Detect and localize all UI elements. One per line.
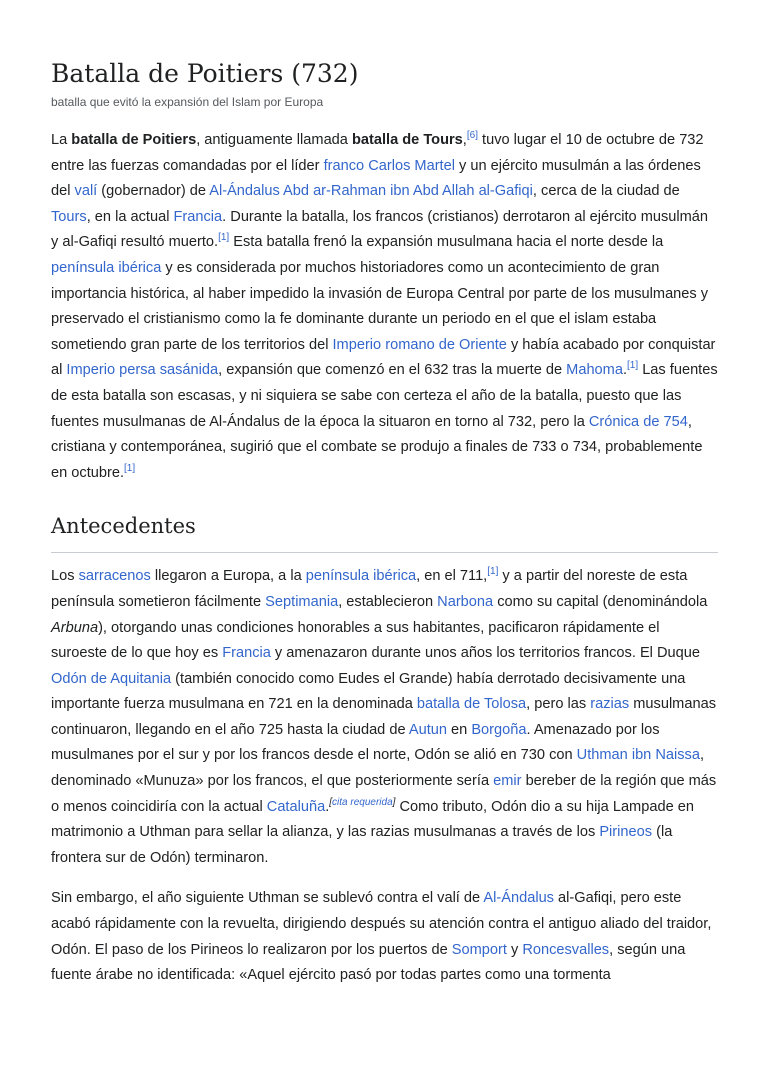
reference-link[interactable]: [1]	[487, 566, 499, 578]
reference-link[interactable]: [6]	[466, 130, 478, 142]
link-francia[interactable]: Francia	[173, 208, 223, 225]
link-vali[interactable]: valí	[74, 183, 98, 200]
intro-paragraph: La batalla de Poitiers, antiguamente llamada batalla de Tours,[6] tuvo lugar el 10 de octubre de 732 entre las fuerzas comandadas por el líder franco Carlos Martel y un ejército musulmán a las órdenes del valí (gobernador) de Al-Ándalus Abd ar-Rahman ibn Abd Allah al-Gafiqi, cerca de la ciudad de Tours, en la actual Francia. Durante la batalla, los francos (cristianos) derrotaron al ejército musulmán y al-Gafiqi resultó muerto.[1] Esta batalla frenó la expansión musulmana hacia el norte desde la península ibérica y es considerada por muchos historiadores como un acontecimiento de gran importancia histórica, al haber impedido la invasión de Europa Central por parte de los musulmanes y preservado el cristianismo como la fe dominante durante un periodo en el que el islam estaba sometiendo gran parte de los territorios del Imperio romano de Oriente y había acabado por conquistar al Imperio persa sasánida, expansión que comenzó en el 632 tras la muerte de Mahoma.[1] Las fuentes de esta batalla son escasas, y ni siquiera se sabe con certeza el año de la batalla, puesto que las fuentes musulmanas de Al-Ándalus de la época la situaron en torno al 732, pero la Crónica de 754, cristiana y contemporánea, sugirió que el combate se produjo a finales de 733 o 734, probablemente en octubre.[1]	[51, 130, 718, 481]
link-roncesvalles[interactable]: Roncesvalles	[522, 941, 610, 958]
link-al-andalus[interactable]: Al-Ándalus	[483, 890, 554, 907]
link-emir[interactable]: emir	[493, 773, 522, 790]
link-septimania[interactable]: Septimania	[265, 593, 339, 610]
link-carlos-martel[interactable]: Carlos Martel	[368, 157, 455, 174]
link-uthman-ibn-naissa[interactable]: Uthman ibn Naissa	[576, 747, 700, 764]
italic-term: Arbuna	[51, 619, 99, 636]
link-al-andalus[interactable]: Al-Ándalus	[209, 183, 280, 200]
link-borgona[interactable]: Borgoña	[471, 721, 527, 738]
page-title: Batalla de Poitiers (732)	[51, 59, 359, 88]
link-batalla-de-tolosa[interactable]: batalla de Tolosa	[416, 696, 527, 713]
link-sarracenos[interactable]: sarracenos	[78, 568, 151, 585]
link-mahoma[interactable]: Mahoma	[566, 362, 623, 379]
antecedentes-paragraph: Sin embargo, el año siguiente Uthman se sublevó contra el valí de Al-Ándalus al-Gafiqi, pero este acabó rápidamente con la revuelta, dirigiendo después su atención contra el antiguo aliado del traidor, Odón. El paso de los Pirineos lo realizaron por los puertos de Somport y Roncesvalles, según una fuente árabe no identificada: «Aquel ejército pasó por todas partes como una tormenta	[51, 890, 712, 984]
citation-needed-link[interactable]: [cita requerida]	[329, 796, 396, 808]
reference-link[interactable]: [1]	[124, 462, 136, 474]
antecedentes-paragraph: Los sarracenos llegaron a Europa, a la península ibérica, en el 711,[1] y a partir del noreste de esta península sometieron fácilmente Septimania, establecieron Narbona como su capital (denominándola Arbuna), otorgando unas condiciones honorables a sus habitantes, pacificaron rápidamente el suroeste de lo que hoy es Francia y amenazaron durante unos años los territorios francos. El Duque Odón de Aquitania (también conocido como Eudes el Grande) había derrotado decisivamente una importante fuerza musulmana en 721 en la denominada batalla de Tolosa, pero las razias musulmanas continuaron, llegando en el año 725 hasta la ciudad de Autun en Borgoña. Amenazado por los musulmanes por el sur y por los francos desde el norte, Odón se alió en 730 con Uthman ibn Naissa, denominado «Munuza» por los francos, el que posteriormente sería emir bereber de la región que más o menos coincidiría con la actual Cataluña.[cita requerida] Como tributo, Odón dio a su hija Lampade en matrimonio a Uthman para sellar la alianza, y las razias musulmanas a través de los Pirineos (la frontera sur de Odón) terminaron.	[51, 566, 717, 866]
link-autun[interactable]: Autun	[408, 721, 447, 738]
bold-term: batalla de Poitiers	[71, 132, 197, 148]
link-cataluna[interactable]: Cataluña	[266, 798, 326, 815]
reference-link[interactable]: [1]	[218, 232, 230, 244]
link-cronica-754[interactable]: Crónica de 754	[588, 413, 688, 430]
link-abd-ar-rahman[interactable]: Abd ar-Rahman ibn Abd Allah al-Gafiqi	[283, 183, 533, 200]
link-odon-de-aquitania[interactable]: Odón de Aquitania	[51, 670, 172, 687]
link-razias[interactable]: razias	[590, 696, 630, 713]
link-narbona[interactable]: Narbona	[437, 593, 494, 610]
link-imperio-persa-sasanida[interactable]: Imperio persa sasánida	[66, 362, 219, 379]
link-francia[interactable]: Francia	[222, 645, 271, 662]
link-pirineos[interactable]: Pirineos	[599, 824, 653, 841]
section-heading-antecedentes: Antecedentes	[51, 512, 718, 553]
link-peninsula-iberica[interactable]: península ibérica	[305, 568, 417, 585]
link-tours[interactable]: Tours	[51, 208, 87, 225]
link-somport[interactable]: Somport	[451, 941, 507, 958]
reference-link[interactable]: [1]	[627, 360, 639, 372]
link-imperio-romano-oriente[interactable]: Imperio romano de Oriente	[332, 336, 507, 353]
bold-term: batalla de Tours	[351, 132, 463, 148]
page-subtitle: batalla que evitó la expansión del Islam por Europa	[51, 95, 324, 109]
link-peninsula-iberica[interactable]: península ibérica	[51, 259, 162, 276]
article	[0, 58, 768, 989]
link-franco[interactable]: franco	[323, 157, 365, 174]
